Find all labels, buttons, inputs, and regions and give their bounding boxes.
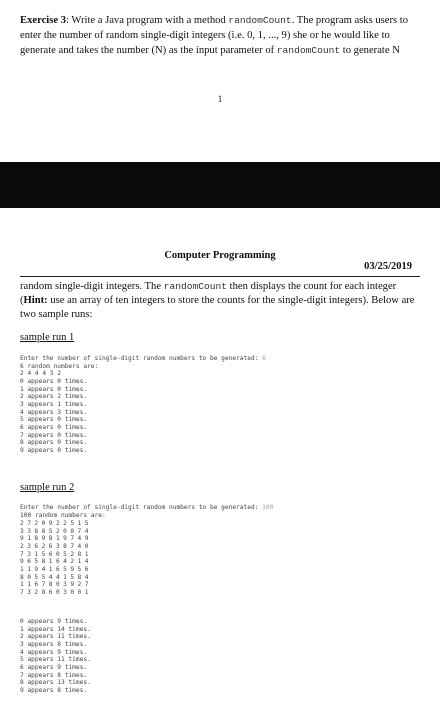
run2-count-line: 1 appears 14 times. (20, 625, 91, 633)
run2-number-cell: 0 (70, 588, 75, 596)
run2-number-cell: 8 (77, 550, 82, 558)
run2-count-line: 3 appears 8 times. (20, 640, 88, 648)
run2-number-cell: 7 (27, 520, 31, 527)
run2-count-line: 5 appears 11 times. (20, 656, 91, 664)
run2-number-cell: 8 (20, 573, 24, 581)
run1-numbers-line: 2 4 4 4 3 2 (20, 370, 61, 378)
run2-number-cell: 9 (48, 520, 53, 527)
run2-count-line: 8 appears 13 times. (20, 679, 91, 687)
body-method-name-code: randomCount (163, 281, 228, 292)
run2-number-cell: 6 (55, 565, 60, 573)
sample-run-1-label: sample run 1 (20, 332, 75, 343)
body-text (20, 280, 420, 322)
run2-number-cell: 5 (41, 550, 46, 558)
run2-count-line: 2 appears 11 times. (20, 633, 91, 641)
run1-count-line: 6 appears 0 times. (20, 423, 88, 431)
run2-number-cell: 8 (41, 558, 46, 566)
run2-number-cell: 8 (34, 535, 39, 543)
page-2 (0, 208, 440, 720)
exercise-text-part3: to generate N (340, 45, 400, 56)
run2-number-cell: 5 (41, 573, 46, 581)
run2-input: 100 (262, 504, 274, 511)
run1-counts (20, 378, 266, 455)
run2-number-cell: 4 (84, 558, 89, 566)
run2-number-cell: 7 (70, 535, 75, 543)
run2-number-cell: 8 (77, 573, 82, 581)
run2-number-cell: 0 (41, 520, 46, 527)
run2-number-cell: 4 (48, 573, 53, 581)
run1-count-line: 0 appears 0 times. (20, 377, 88, 385)
run2-number-cell: 6 (48, 588, 53, 596)
run2-number-cell: 2 (41, 542, 46, 550)
run2-number-row (20, 543, 92, 551)
run2-number-cell: 7 (20, 588, 24, 596)
run2-number-cell: 5 (77, 565, 82, 573)
run2-number-cell: 8 (70, 527, 75, 535)
run2-number-cell: 9 (63, 535, 67, 543)
body-text-part2: then displays the count for each integer ( (20, 281, 397, 306)
run2-number-cell: 7 (41, 581, 46, 589)
run2-number-row (20, 558, 92, 566)
run2-number-cell: 1 (34, 550, 39, 558)
run1-count-line: 8 appears 0 times. (20, 439, 88, 447)
hint-label: Hint: (23, 295, 48, 306)
run2-number-row (20, 566, 92, 574)
header-date: 03/25/2019 (364, 261, 412, 272)
page-divider (0, 162, 440, 208)
run2-number-cell: 8 (41, 588, 46, 596)
run2-number-cell: 2 (34, 520, 39, 527)
run2-number-cell: 9 (20, 558, 24, 566)
run2-number-cell: 3 (27, 588, 31, 596)
run1-count-line: 3 appears 1 times. (20, 400, 88, 408)
run2-number-row (20, 589, 92, 597)
run2-number-cell: 8 (48, 535, 53, 543)
run2-number-cell: 7 (77, 527, 82, 535)
run2-prompt-line (20, 504, 273, 512)
run2-number-cell: 6 (84, 565, 89, 573)
run2-number-cell: 2 (70, 558, 75, 566)
run2-number-cell: 1 (77, 558, 82, 566)
run2-number-cell: 6 (48, 542, 53, 550)
run2-number-cell: 1 (20, 565, 24, 573)
run1-count-line: 1 appears 0 times. (20, 385, 88, 393)
run2-number-cell: 9 (20, 535, 24, 543)
header-rule (20, 276, 420, 277)
exercise-text (20, 13, 425, 58)
exercise-text-part2: . The program asks users to enter the number of random single-digit integers (i.e. 0, 1, ..., 9) she or he would like to generate and takes the number (N) as the input parameter of (20, 15, 409, 56)
run2-number-cell: 6 (34, 581, 39, 589)
run1-prompt-line (20, 355, 266, 363)
run2-number-cell: 1 (27, 535, 31, 543)
run2-number-row (20, 574, 92, 582)
run1-count-line: 5 appears 0 times. (20, 416, 88, 424)
run2-number-row (20, 551, 92, 559)
run2-number-cell: 3 (55, 542, 60, 550)
run2-number-cell: 4 (77, 542, 82, 550)
run2-number-cell: 2 (77, 581, 82, 589)
run2-number-cell: 8 (63, 542, 67, 550)
run2-number-cell: 5 (84, 520, 89, 527)
run2-count-line: 0 appears 9 times. (20, 618, 88, 625)
exercise-text-part1: : Write a Java program with a method (66, 15, 229, 26)
run2-number-cell: 3 (63, 588, 67, 596)
run2-number-cell: 1 (48, 558, 53, 566)
run2-number-row (20, 520, 92, 528)
run2-number-cell: 3 (27, 550, 31, 558)
run2-number-cell: 0 (84, 542, 89, 550)
run2-number-cell: 4 (41, 565, 46, 573)
method-name-code-2: randomCount (276, 45, 341, 56)
body-text-part3: use an array of ten integers to store the counts for the single-digit integers). Below are two sample runs: (20, 295, 415, 320)
run2-number-cell: 3 (27, 527, 31, 535)
run2-number-cell: 2 (20, 520, 24, 527)
run2-number-cell: 0 (77, 588, 82, 596)
run2-counts (20, 618, 91, 695)
run2-number-cell: 2 (20, 542, 24, 550)
run1-header-line: 6 random numbers are: (20, 362, 99, 370)
run2-number-cell: 1 (84, 588, 89, 596)
run2-number-cell: 5 (70, 573, 75, 581)
run2-number-cell: 1 (20, 581, 24, 589)
run1-count-line: 4 appears 3 times. (20, 408, 88, 416)
run2-number-cell: 6 (48, 550, 53, 558)
run2-number-cell: 1 (48, 565, 53, 573)
header-title: Computer Programming (164, 250, 276, 261)
run2-prompt: Enter the number of single-digit random numbers to be generated: (20, 504, 263, 511)
run2-number-cell: 8 (48, 581, 53, 589)
run2-number-cell: 0 (63, 527, 67, 535)
run2-number-cell: 5 (34, 558, 39, 566)
run2-number-cell: 6 (27, 558, 31, 566)
run1-count-line: 9 appears 0 times. (20, 446, 88, 454)
run2-number-cell: 3 (63, 581, 67, 589)
run2-number-cell: 8 (41, 527, 46, 535)
run2-number-cell: 3 (20, 527, 24, 535)
run2-number-cell: 1 (77, 520, 82, 527)
run2-number-cell: 9 (70, 565, 75, 573)
run2-number-row (20, 581, 92, 589)
run2-number-cell: 9 (41, 535, 46, 543)
sample-run-2-output (20, 504, 273, 519)
run2-number-cell: 5 (63, 565, 67, 573)
body-text-part1: random single-digit integers. The (20, 281, 164, 292)
sample-run-2-label: sample run 2 (20, 482, 75, 493)
run2-number-cell: 5 (34, 573, 39, 581)
run1-count-line: 2 appears 2 times. (20, 393, 88, 401)
run2-number-cell: 6 (55, 558, 60, 566)
run2-number-cell: 0 (55, 550, 60, 558)
run2-number-cell: 7 (84, 581, 89, 589)
run2-number-cell: 9 (34, 565, 39, 573)
run2-count-line: 7 appears 8 times. (20, 671, 88, 679)
run2-count-line: 4 appears 9 times. (20, 648, 88, 656)
run2-number-cell: 0 (55, 581, 60, 589)
run2-number-cell: 2 (55, 527, 60, 535)
page-number: 1 (217, 94, 223, 104)
run2-number-cell: 0 (27, 573, 31, 581)
run2-number-cell: 7 (20, 550, 24, 558)
run2-number-cell: 1 (84, 550, 89, 558)
method-name-code: randomCount (228, 15, 292, 26)
run2-header-line: 100 random numbers are: (20, 511, 106, 519)
run2-number-cell: 9 (84, 535, 89, 543)
run2-count-line: 9 appears 8 times. (20, 686, 88, 694)
run2-number-cell: 9 (70, 581, 75, 589)
run2-number-cell: 0 (55, 588, 60, 596)
run2-number-cell: 1 (27, 581, 31, 589)
run2-count-line: 6 appears 9 times. (20, 663, 88, 671)
run1-input: 6 (262, 355, 266, 362)
run2-number-cell: 4 (84, 527, 89, 535)
run2-number-cell: 2 (34, 588, 39, 596)
sample-run-1-output (20, 355, 266, 455)
run2-number-cell: 8 (34, 527, 39, 535)
run1-count-line: 7 appears 0 times. (20, 431, 88, 439)
run2-number-cell: 7 (70, 542, 75, 550)
page-1 (0, 0, 440, 162)
run2-number-cell: 2 (55, 520, 60, 527)
run2-number-cell: 2 (63, 520, 67, 527)
run2-number-cell: 5 (48, 527, 53, 535)
run2-number-row (20, 528, 92, 536)
run2-number-grid (20, 520, 92, 597)
run2-number-cell: 2 (70, 550, 75, 558)
run2-number-cell: 1 (63, 573, 67, 581)
run2-number-cell: 1 (55, 535, 60, 543)
run2-number-cell: 4 (84, 573, 89, 581)
run1-prompt: Enter the number of single-digit random numbers to be generated: (20, 355, 263, 362)
run2-number-row (20, 535, 92, 543)
run2-number-cell: 5 (63, 550, 67, 558)
run2-number-cell: 4 (77, 535, 82, 543)
run2-number-cell: 3 (27, 542, 31, 550)
run2-number-cell: 6 (34, 542, 39, 550)
exercise-label: Exercise 3 (20, 15, 66, 26)
run2-number-cell: 5 (70, 520, 75, 527)
run2-number-cell: 4 (63, 558, 67, 566)
run2-number-cell: 4 (55, 573, 60, 581)
run2-number-cell: 1 (27, 565, 31, 573)
